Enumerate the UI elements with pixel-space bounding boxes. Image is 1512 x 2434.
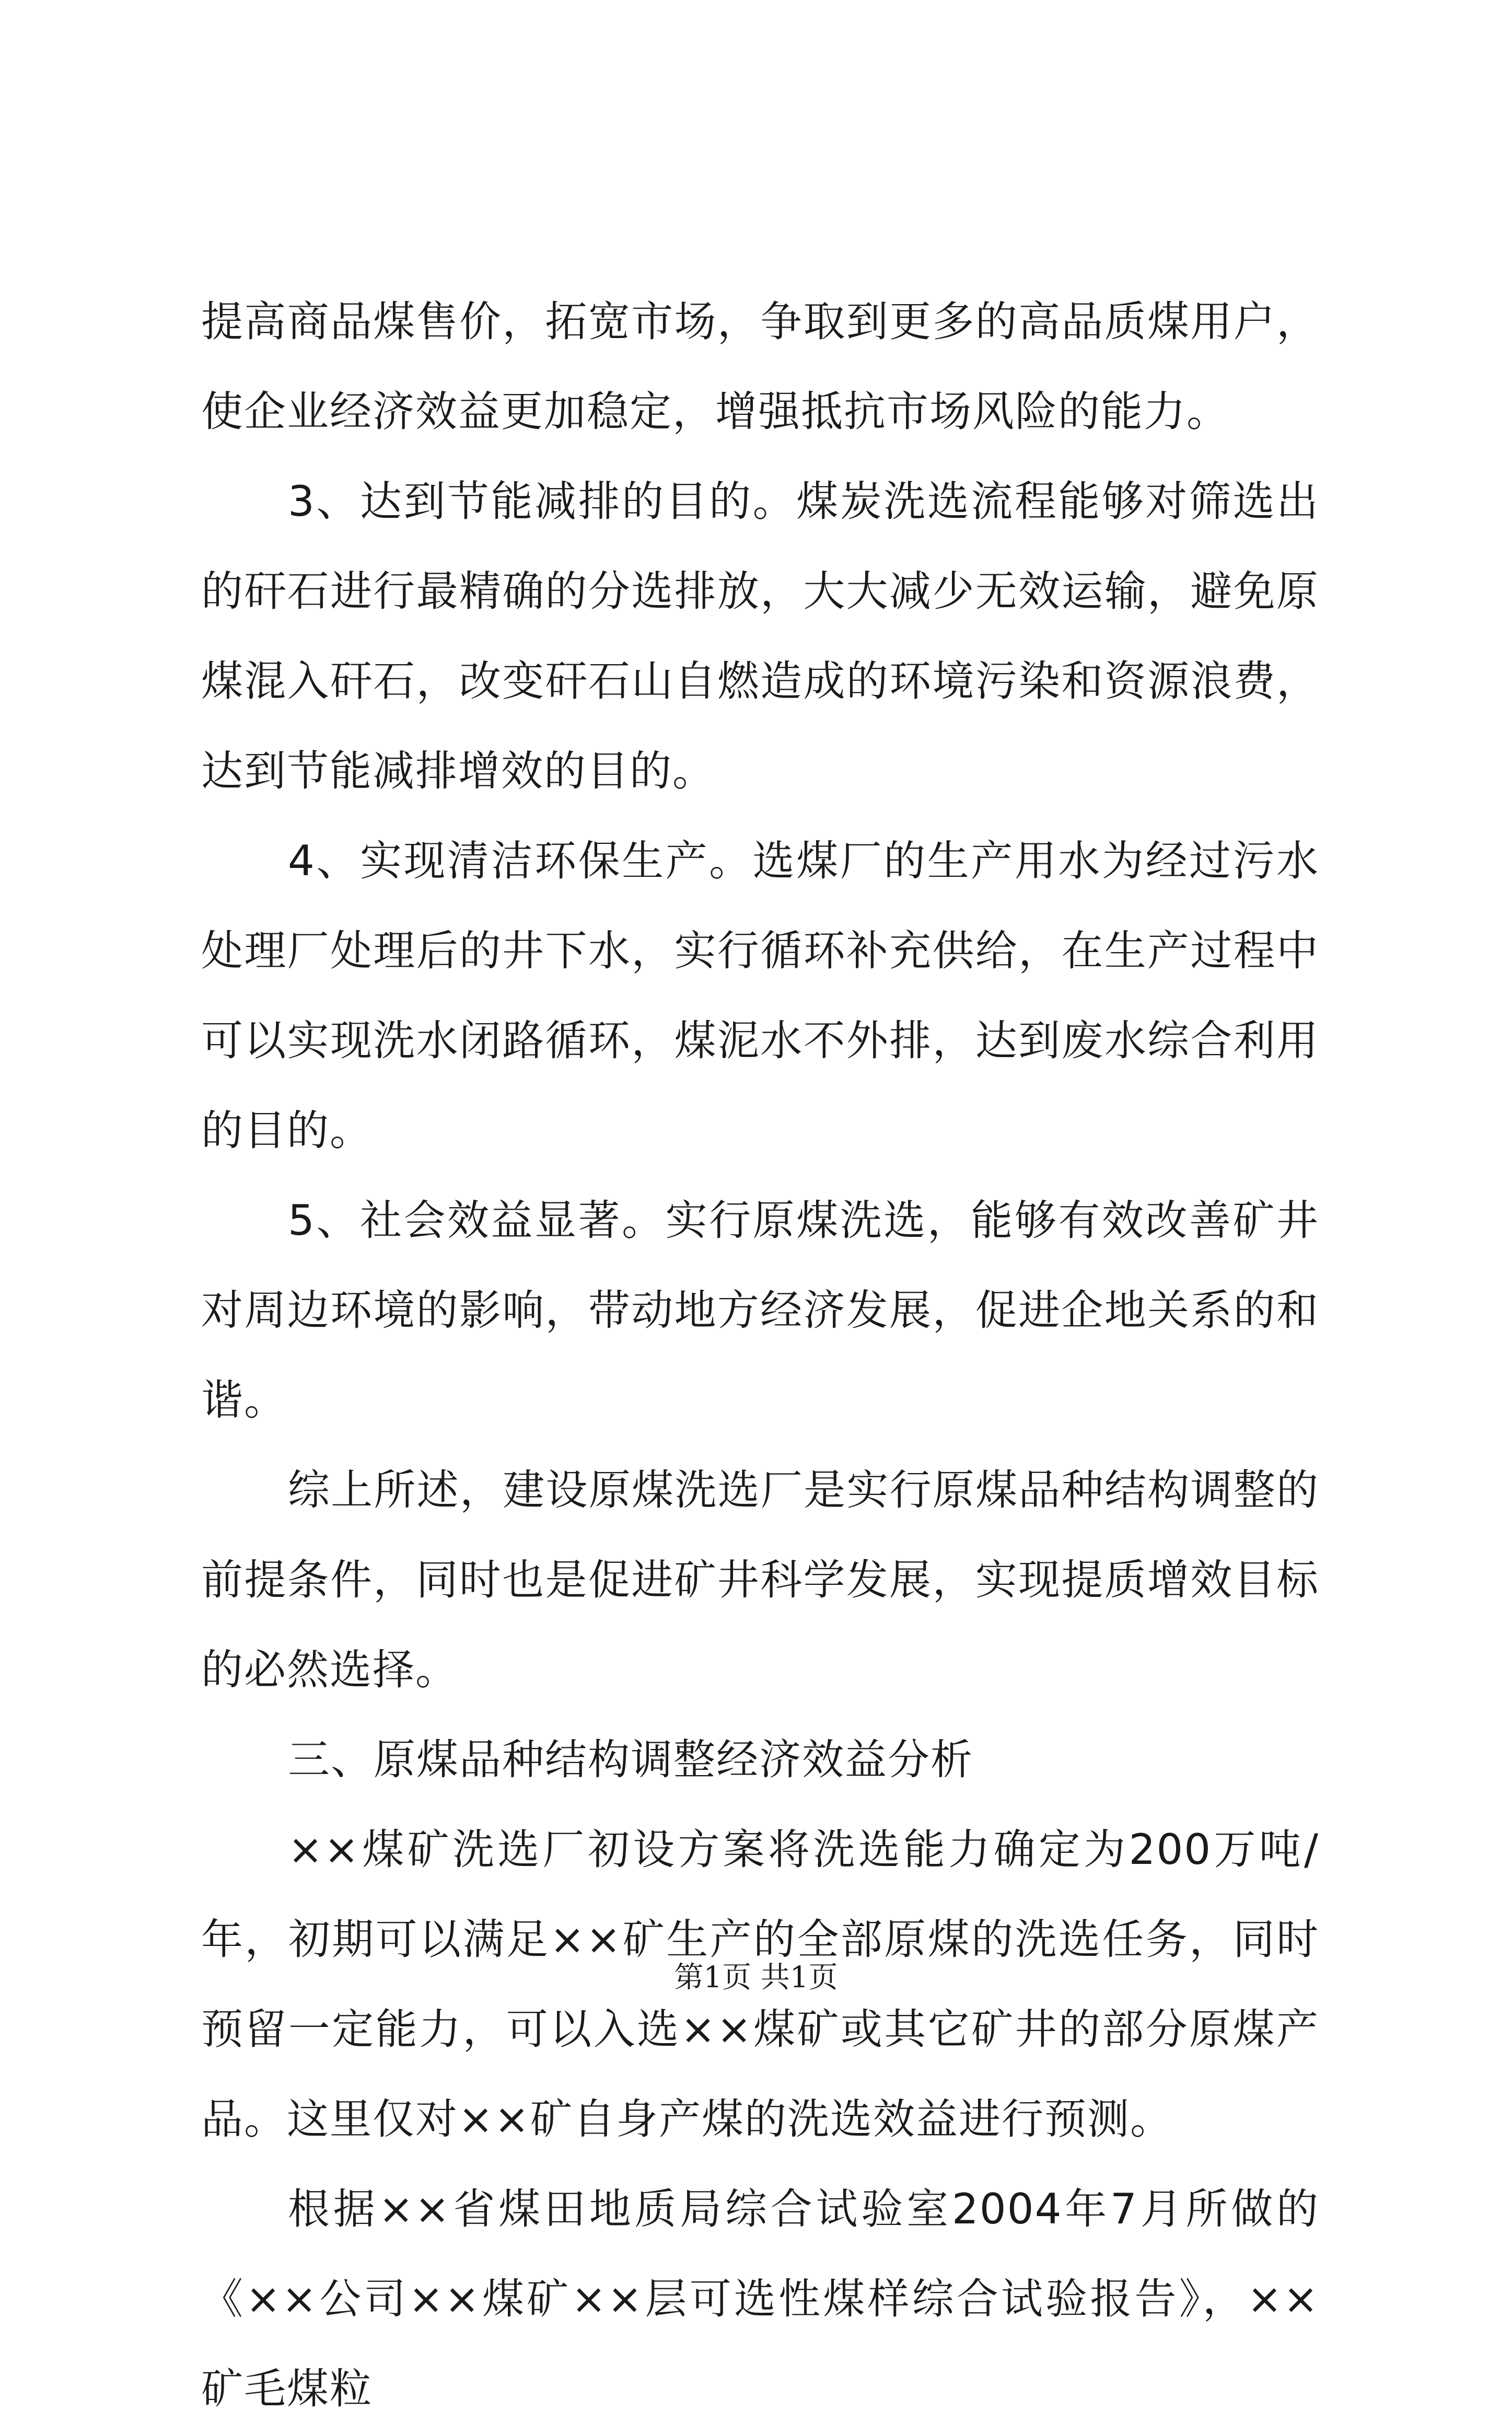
paragraph-continuation: 提高商品煤售价，拓宽市场，争取到更多的高品质煤用户，使企业经济效益更加稳定，增强抵抗市场风险的能力。 <box>201 297 1319 436</box>
document-body <box>201 277 1319 2434</box>
section-heading: 三、原煤品种结构调整经济效益分析 <box>288 1735 973 1784</box>
paragraph-item-5: 5、社会效益显著。实行原煤洗选，能够有效改善矿井对周边环境的影响，带动地方经济发展，促进企地关系的和谐。 <box>201 1196 1319 1424</box>
paragraph-summary: 综上所述，建设原煤洗选厂是实行原煤品种结构调整的前提条件，同时也是促进矿井科学发展，实现提质增效目标的必然选择。 <box>201 1466 1319 1694</box>
paragraph-report: 根据××省煤田地质局综合试验室2004年7月所做的《××公司××煤矿××层可选性煤样综合试验报告》，××矿毛煤粒 <box>201 2185 1319 2413</box>
page-footer: 第1页 共1页 <box>674 1961 838 1995</box>
paragraph-capacity: ××煤矿洗选厂初设方案将洗选能力确定为200万吨/年，初期可以满足××矿生产的全部原煤的洗选任务，同时预留一定能力，可以入选××煤矿或其它矿井的部分原煤产品。这里仅对××矿自身产煤的洗选效益进行预测。 <box>201 1825 1319 2143</box>
paragraph-item-4: 4、实现清洁环保生产。选煤厂的生产用水为经过污水处理厂处理后的井下水，实行循环补充供给，在生产过程中可以实现洗水闭路循环，煤泥水不外排，达到废水综合利用的目的。 <box>201 837 1319 1155</box>
paragraph-item-3: 3、达到节能减排的目的。煤炭洗选流程能够对筛选出的矸石进行最精确的分选排放，大大减少无效运输，避免原煤混入矸石，改变矸石山自燃造成的环境污染和资源浪费，达到节能减排增效的目的。 <box>201 477 1319 795</box>
